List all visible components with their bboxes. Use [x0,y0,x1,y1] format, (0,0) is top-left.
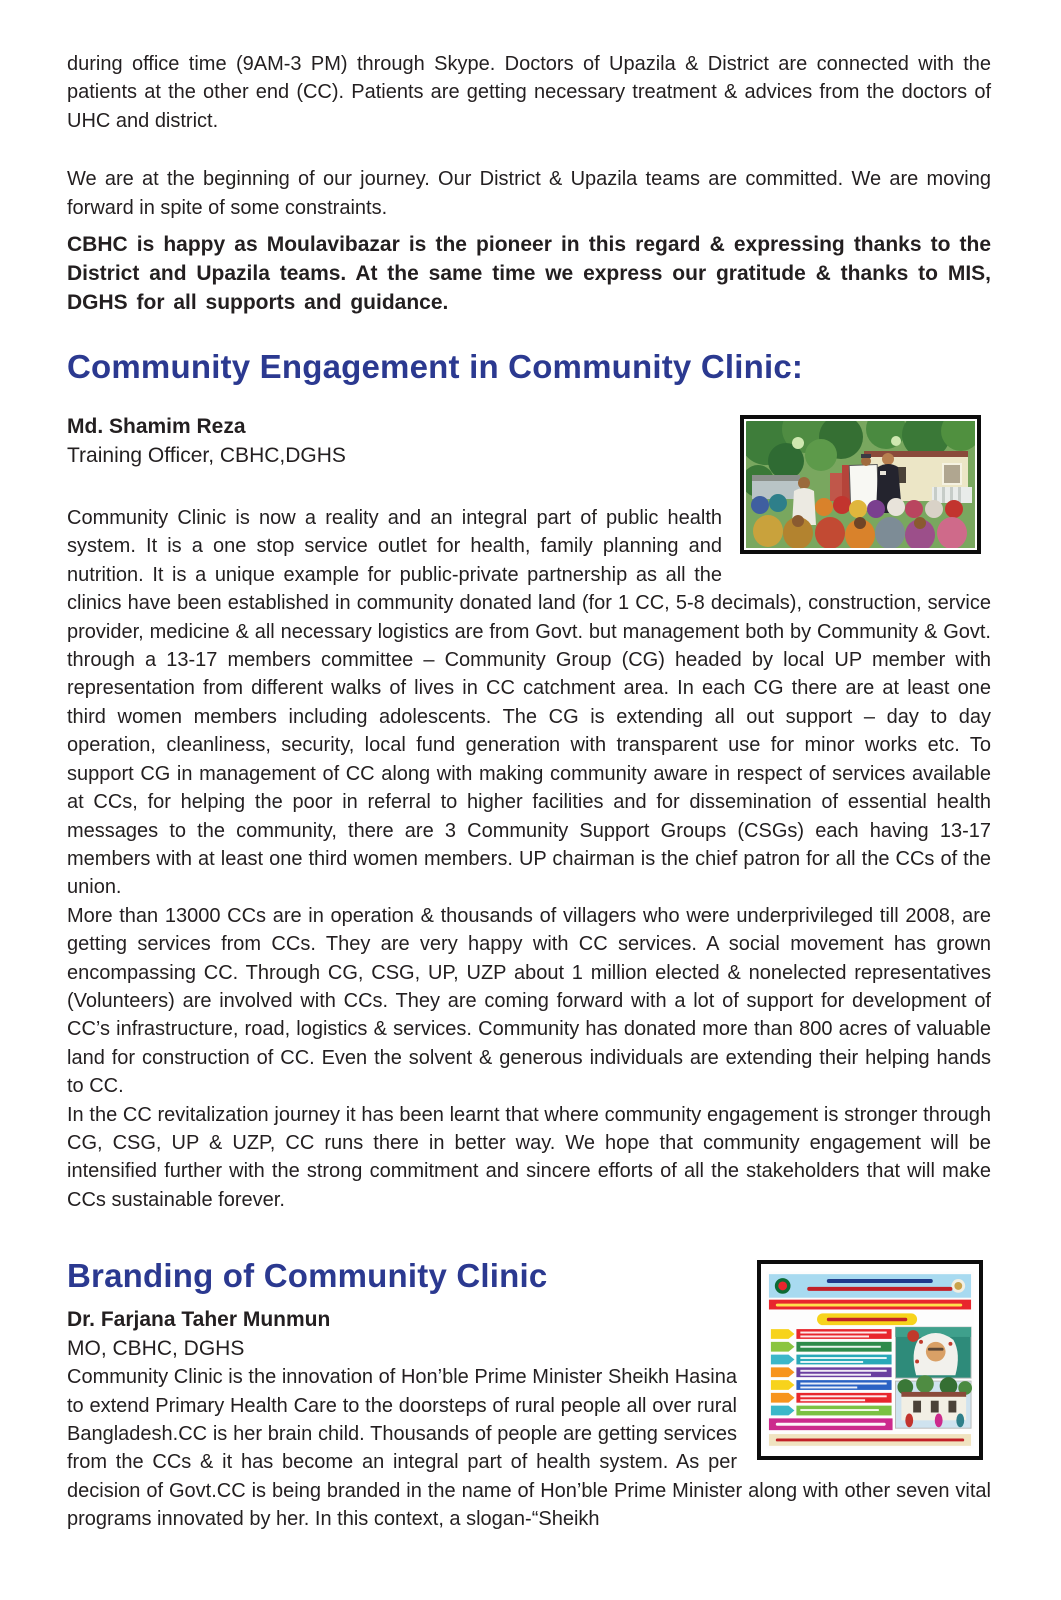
section-community-engagement [67,347,991,1214]
cc-branding-poster [757,1260,983,1460]
intro-paragraph-2: We are at the beginning of our journey. Our District & Upazila teams are committed. We are moving forward in spite of some constraints. [67,168,991,219]
section1-author-name: Md. Shamim Reza [67,415,246,439]
section1-paragraph-1: Community Clinic is now a reality and an integral part of public health system. It is a one stop service outlet for health, family planning and nutrition. It is a unique example for public-private partnership as all the clinics have been established in community donated land (for 1 CC, 5-8 decimals), construction, service provider, medicine & all necessary logistics are from Govt. but management both by Community & Govt. through a 13-17 members committee – Community Group (CG) headed by local UP member with representation from different walks of lives in CC catchment area. In each CG there are at least one third women members including adolescents. The CG is extending all out support – day to day operation, cleanliness, security, local fund generation with transparent use for minor works etc. To support CG in management of CC along with making community aware in respect of services available at CCs, for helping the poor in referral to higher facilities and for dissemination of essential health messages to the community, there are 3 Community Support Groups (CSGs) each having 13-17 members with at least one third women members. UP chairman is the chief patron for all the CCs of the union. [67,507,991,899]
community-meeting-photo-art [746,421,975,548]
section1-paragraph-2: More than 13000 CCs are in operation & thousands of villagers who were underprivileged till 2008, are getting services from CCs. They are very happy with CC services. A social movement has grown encompassing CC. Through CG, CSG, UP, UZP about 1 million elected & nonelected representatives (Volunteers) are involved with CCs. They are coming forward with a lot of support for development of CC’s infrastructure, road, logistics & services. Community has donated more than 800 acres of valuable land for construction of CC. Even the solvent & generous individuals are extending their helping hands to CC. [67,904,991,1098]
intro-paragraph-bold: CBHC is happy as Moulavibazar is the pioneer in this regard & expressing thanks to the District and Upazila teams. At the same time we express our gratitude & thanks to MIS, DGHS for all supports and guidance. [67,233,991,315]
section1-heading: Community Engagement in Community Clinic: [67,348,804,386]
section2-paragraph-1: Community Clinic is the innovation of Hon’ble Prime Minister Sheikh Hasina to extend Primary Health Care to the doorsteps of rural people all over rural Bangladesh.CC is her brain child. Thousands of people are getting services from the CCs & it has become an integral part of health system. As per decision of Govt.CC is being branded in the name of Hon’ble Prime Minister along with other seven vital programs innovated by her. In this context, a slogan-“Sheikh [67,1366,991,1531]
intro-paragraph-1: during office time (9AM-3 PM) through Skype. Doctors of Upazila & District are connected with the patients at the other end (CC). Patients are getting necessary treatment & advices from the doctors of UHC and district. [67,53,991,132]
section2-author-name: Dr. Farjana Taher Munmun [67,1308,331,1332]
cc-branding-poster-art [766,1271,974,1449]
section1-paragraph-3: In the CC revitalization journey it has been learnt that where community engagement is stronger through CG, CSG, UP & UZP, CC runs there in better way. We hope that community engagement will be intensified further with the strong commitment and sincere efforts of all the stakeholders that will make CCs sustainable forever. [67,1103,991,1211]
community-meeting-photo [740,415,981,554]
section2-heading: Branding of Community Clinic [67,1257,548,1295]
section-branding [67,1256,991,1533]
section1-author-title: Training Officer, CBHC,DGHS [67,444,346,468]
section2-author-title: MO, CBHC, DGHS [67,1337,245,1361]
